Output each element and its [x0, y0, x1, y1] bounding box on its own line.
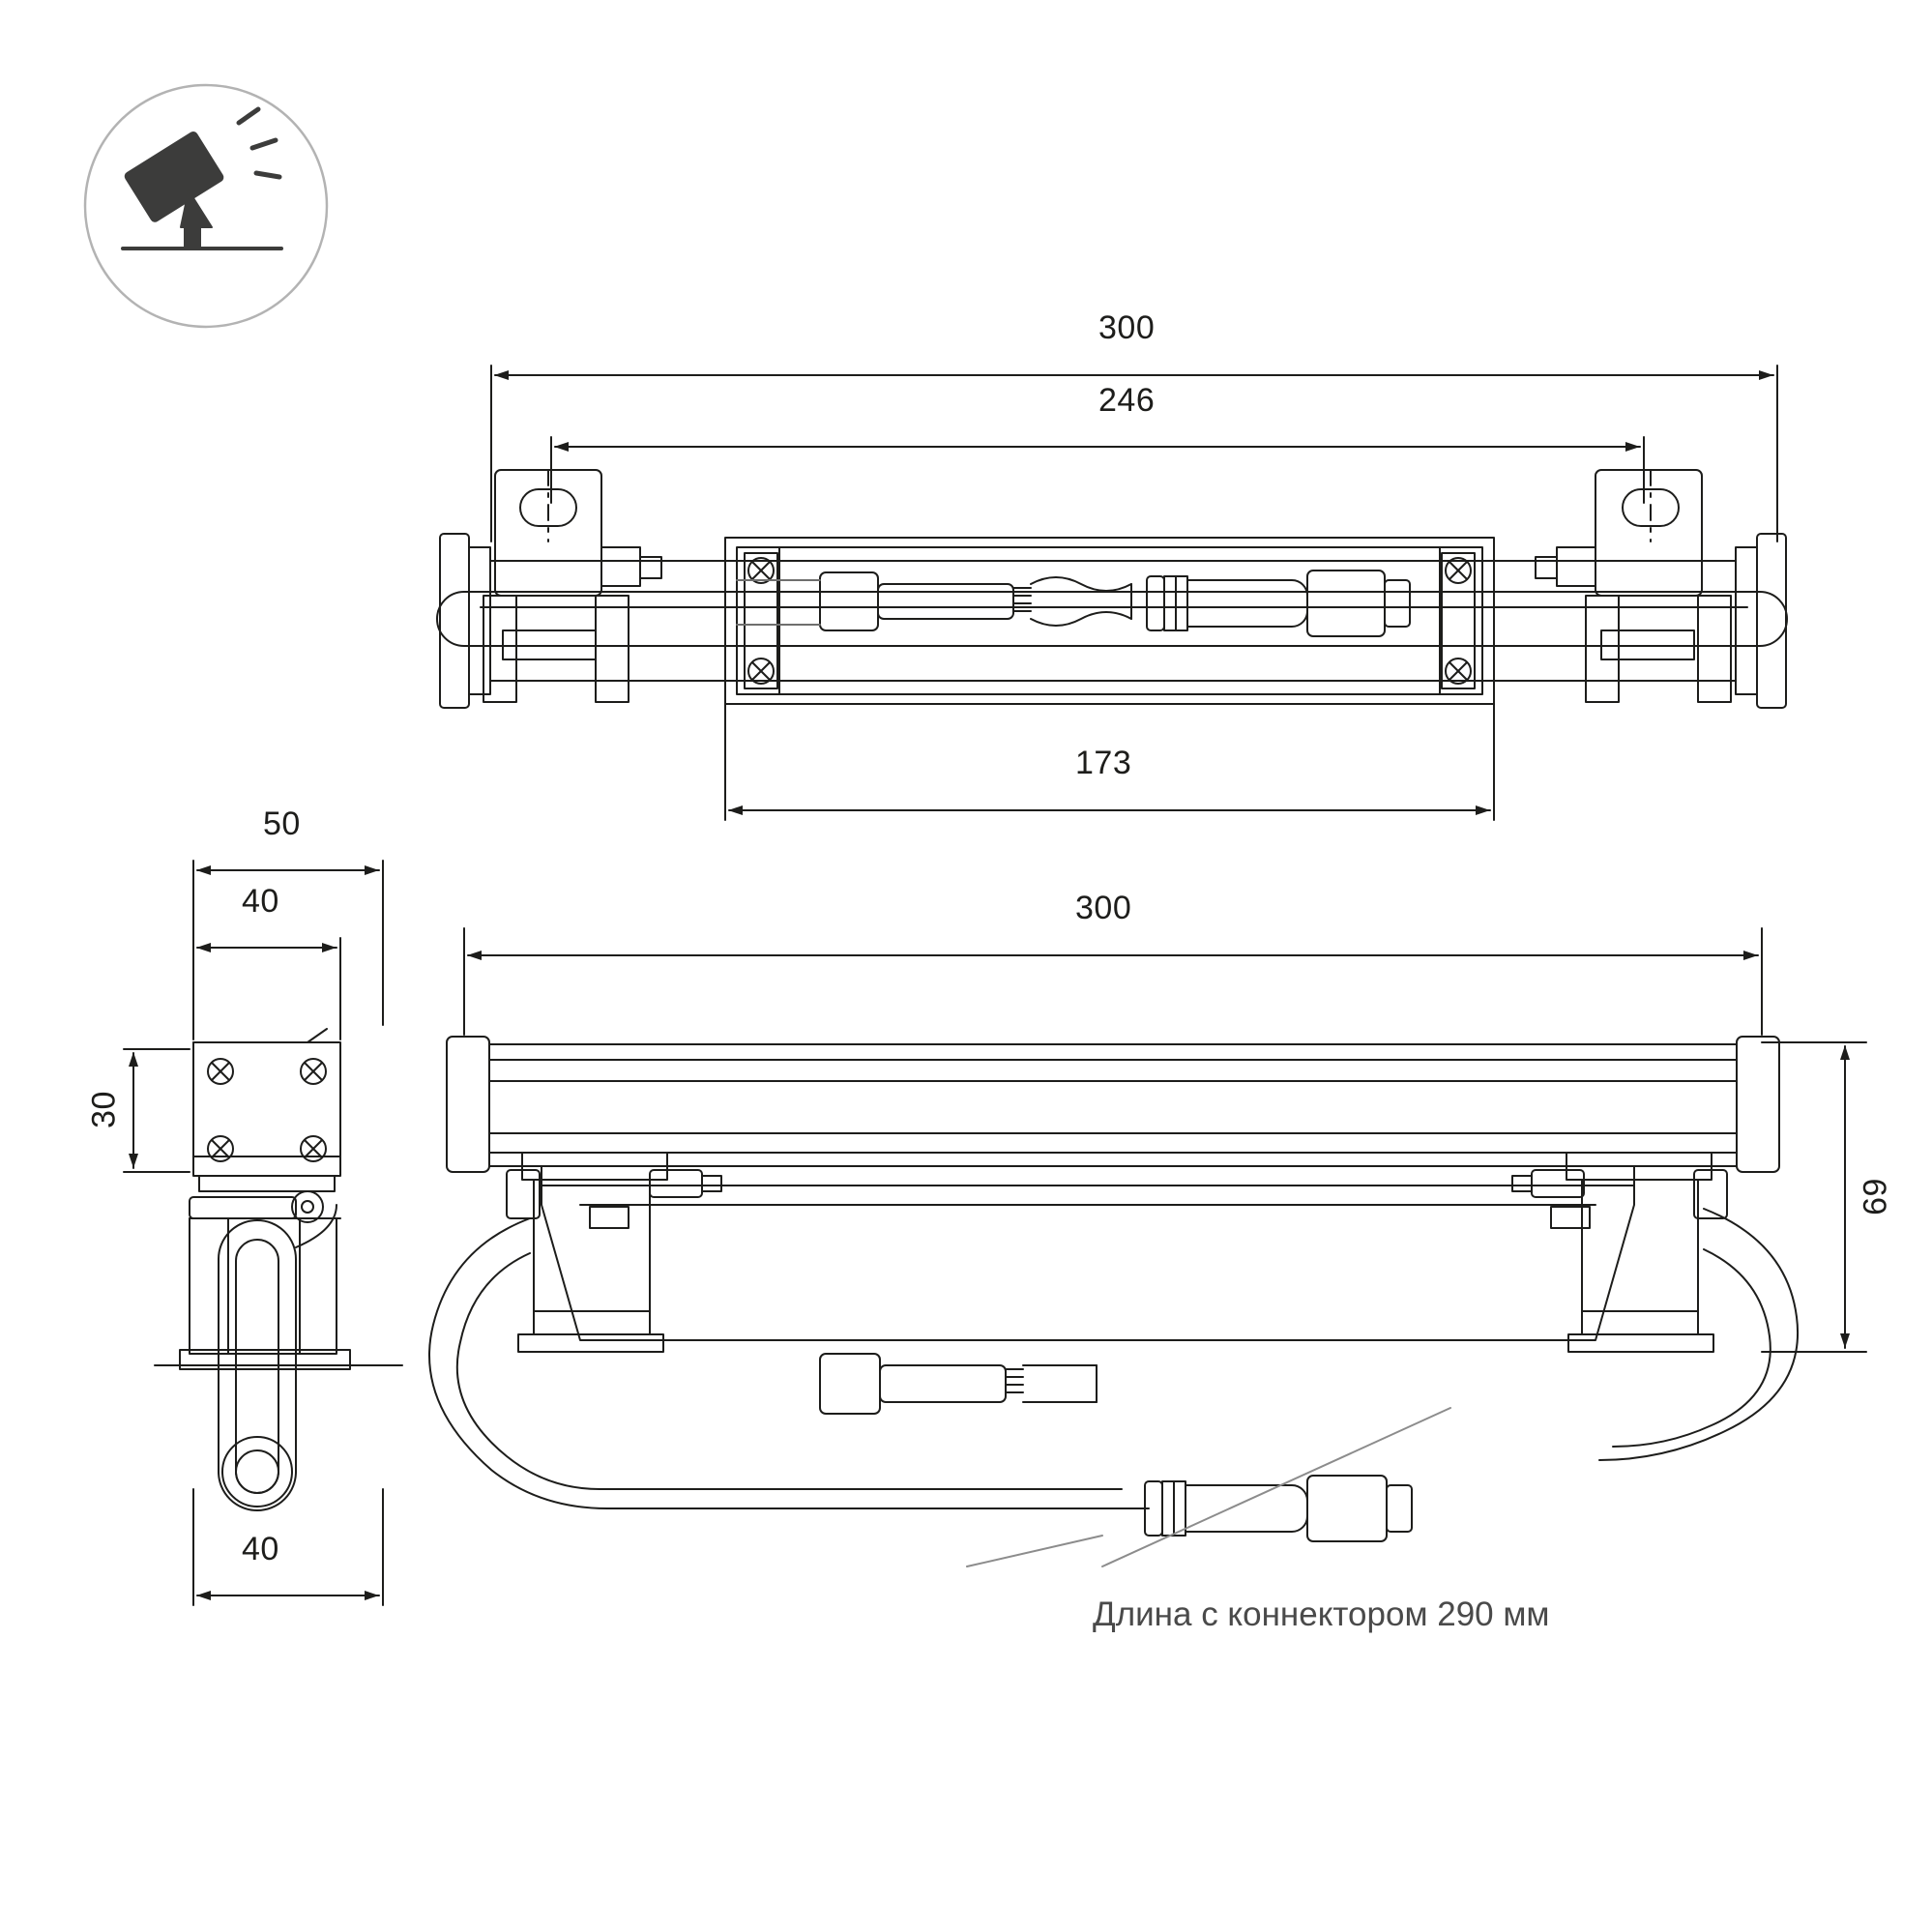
dim-side-bottom-40: 40	[242, 1531, 279, 1567]
dim-front-height-69: 69	[1857, 1178, 1894, 1215]
connector-length-note: Длина с коннектором 290 мм	[1093, 1595, 1550, 1633]
dim-top-overall-300: 300	[1098, 309, 1156, 346]
front-view-drawing	[429, 928, 1866, 1566]
spotlight-on-stake-icon	[85, 85, 327, 327]
dim-side-height-30: 30	[85, 1091, 123, 1128]
dim-side-outer-50: 50	[263, 805, 301, 842]
dim-side-inner-40: 40	[242, 883, 279, 920]
dim-top-body-173: 173	[1075, 745, 1132, 781]
side-view-drawing	[124, 861, 402, 1605]
dim-top-span-246: 246	[1098, 382, 1156, 419]
dim-front-overall-300: 300	[1075, 890, 1132, 926]
